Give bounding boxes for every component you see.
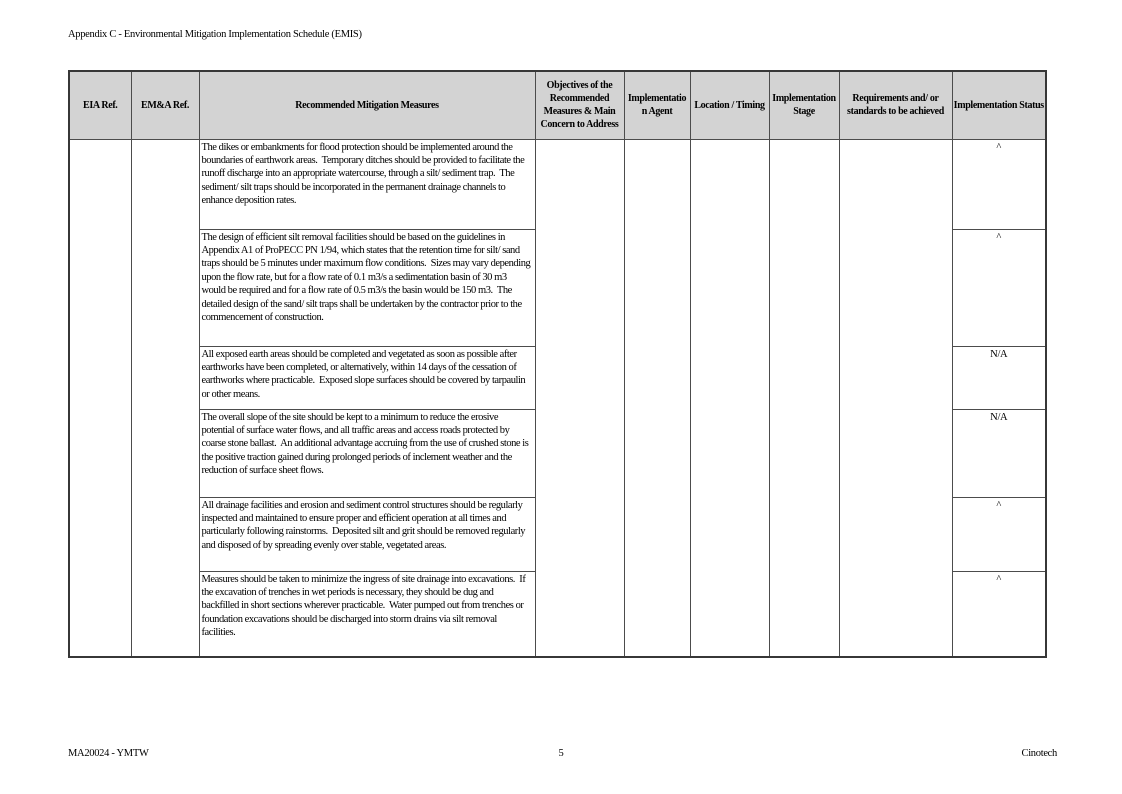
measure-cell: The design of efficient silt removal facilities should be based on the guidelines in Appendix A1 of ProPECC PN 1/94, which states that the retention time for silt/ sand traps should be 5 minutes under maximum flow conditions. Sizes may vary depending upon the flow rate, but for a flow rate of 0.1 m3/s a sedimentation basin of 30 m3 would be required and for a flow rate of 0.5 m3/s the basin would be 150 m3. The detailed design of the sand/ silt traps shall be undertaken by the contractor prior to the commencement of construction. <box>199 229 535 346</box>
col-header-location-timing: Location / Timing <box>690 71 769 139</box>
col-header-mitigation-measures: Recommended Mitigation Measures <box>199 71 535 139</box>
col-header-objectives: Objectives of the Recommended Measures & Main Concern to Address <box>535 71 624 139</box>
document-title: Appendix C - Environmental Mitigation Implementation Schedule (EMIS) <box>68 29 362 40</box>
footer-project-ref: MA20024 - YMTW <box>68 748 149 759</box>
table-row <box>69 139 1046 229</box>
col-header-ema-ref: EM&A Ref. <box>131 71 199 139</box>
status-cell: ^ <box>952 571 1046 657</box>
location-timing-cell <box>690 139 769 657</box>
status-cell: ^ <box>952 229 1046 346</box>
status-cell: ^ <box>952 497 1046 571</box>
col-header-requirements: Requirements and/ or standards to be achieved <box>839 71 952 139</box>
measure-cell: Measures should be taken to minimize the ingress of site drainage into excavations. If the excavation of trenches in wet periods is necessary, they should be dug and backfilled in short sections wherever practicable. Water pumped out from trenches or foundation excavations should be discharged into storm drains via silt removal facilities. <box>199 571 535 657</box>
measure-cell: All exposed earth areas should be completed and vegetated as soon as possible after earthworks have been completed, or alternatively, within 14 days of the cessation of earthworks where practicable. Exposed slope surfaces should be covered by tarpaulin or other means. <box>199 346 535 409</box>
measure-cell: The dikes or embankments for flood protection should be implemented around the boundaries of earthwork areas. Temporary ditches should be provided to facilitate the runoff discharge into an appropriate watercourse, through a silt/ sediment trap. The sediment/ silt traps should be incorporated in the permanent drainage channels to enhance deposition rates. <box>199 139 535 229</box>
emis-table <box>68 70 1047 658</box>
col-header-implementation-agent: Implementation Agent <box>624 71 690 139</box>
footer-page-number: 5 <box>558 748 564 759</box>
implementation-stage-cell <box>769 139 839 657</box>
ema-ref-cell <box>131 139 199 657</box>
col-header-eia-ref: EIA Ref. <box>69 71 131 139</box>
status-cell: N/A <box>952 346 1046 409</box>
measure-cell: The overall slope of the site should be kept to a minimum to reduce the erosive potential of surface water flows, and all traffic areas and access roads protected by coarse stone ballast. An additional advantage accruing from the use of crushed stone is the positive traction gained during prolonged periods of inclement weather and the reduction of surface sheet flows. <box>199 409 535 497</box>
table-header-row <box>69 71 1046 139</box>
status-cell: ^ <box>952 139 1046 229</box>
requirements-cell <box>839 139 952 657</box>
objectives-cell <box>535 139 624 657</box>
page-footer <box>0 748 1122 764</box>
measure-cell: All drainage facilities and erosion and sediment control structures should be regularly inspected and maintained to ensure proper and efficient operation at all times and particularly following rainstorms. Deposited silt and grit should be removed regularly and disposed of by spreading evenly over stable, vegetated areas. <box>199 497 535 571</box>
eia-ref-cell <box>69 139 131 657</box>
col-header-implementation-status: Implementation Status <box>952 71 1046 139</box>
footer-company-name: Cinotech <box>1021 748 1057 759</box>
status-cell: N/A <box>952 409 1046 497</box>
implementation-agent-cell <box>624 139 690 657</box>
col-header-implementation-stage: Implementation Stage <box>769 71 839 139</box>
